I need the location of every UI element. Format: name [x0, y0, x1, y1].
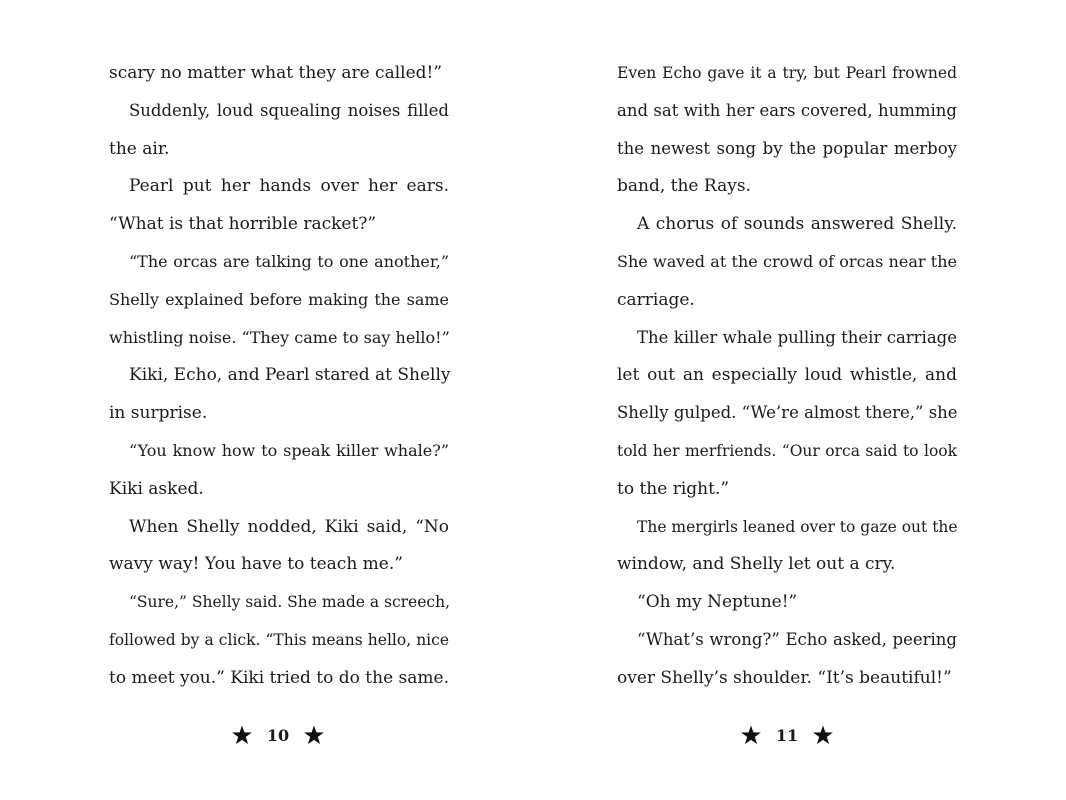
text-line: “You know how to speak killer whale?”	[129, 440, 449, 460]
text-line: wavy way! You have to teach me.”	[109, 554, 403, 575]
text-line: window, and Shelly let out a cry.	[617, 554, 896, 575]
text-line: over Shelly’s shoulder. “It’s beautiful!”	[617, 667, 952, 688]
text-line: scary no matter what they are called!”	[109, 63, 443, 83]
text-line: whistling noise. “They came to say hello!”	[109, 327, 450, 347]
text-line: in surprise.	[109, 403, 208, 424]
left-page	[109, 58, 449, 701]
text-line: She waved at the crowd of orcas near the	[617, 251, 957, 271]
text-line: “Sure,” Shelly said. She made a screech,	[129, 593, 450, 612]
text-line: Kiki, Echo, and Pearl stared at Shelly	[129, 365, 451, 386]
text-line: followed by a click. “This means hello, nice	[109, 630, 449, 649]
text-line: The mergirls leaned over to gaze out the	[637, 517, 958, 536]
text-line: band, the Rays.	[617, 176, 751, 197]
star-icon	[740, 724, 762, 746]
text-line: the newest song by the popular merboy	[617, 138, 957, 158]
page-number: 11	[775, 725, 799, 745]
left-page-folio	[218, 722, 338, 748]
text-line: “What’s wrong?” Echo asked, peering	[637, 629, 957, 649]
right-page-folio	[727, 722, 847, 748]
text-line: “Oh my Neptune!”	[637, 592, 798, 613]
text-line: let out an especially loud whistle, and	[617, 365, 957, 386]
text-line: to meet you.” Kiki tried to do the same.	[109, 667, 449, 688]
text-line: Pearl put her hands over her ears.	[129, 176, 449, 197]
text-line: and sat with her ears covered, humming	[617, 100, 957, 120]
text-line: The killer whale pulling their carriage	[637, 327, 957, 347]
text-line: When Shelly nodded, Kiki said, “No	[129, 516, 449, 537]
star-icon	[812, 724, 834, 746]
text-line: to the right.”	[617, 478, 730, 499]
page-number: 10	[266, 725, 290, 745]
text-line: Suddenly, loud squealing noises filled	[129, 100, 449, 120]
star-icon	[303, 724, 325, 746]
star-icon	[231, 724, 253, 746]
text-line: “What is that horrible racket?”	[109, 214, 377, 235]
text-line: Kiki asked.	[109, 478, 204, 499]
text-line: carriage.	[617, 289, 695, 310]
text-line: “The orcas are talking to one another,”	[129, 251, 449, 271]
text-line: Shelly explained before making the same	[109, 289, 449, 309]
text-line: Shelly gulped. “We’re almost there,” she	[617, 403, 958, 423]
text-line: A chorus of sounds answered Shelly.	[637, 214, 957, 235]
right-page	[617, 58, 957, 701]
text-line: told her merfriends. “Our orca said to look	[617, 441, 957, 460]
text-line: the air.	[109, 138, 170, 159]
text-line: Even Echo gave it a try, but Pearl frowned	[617, 64, 957, 82]
